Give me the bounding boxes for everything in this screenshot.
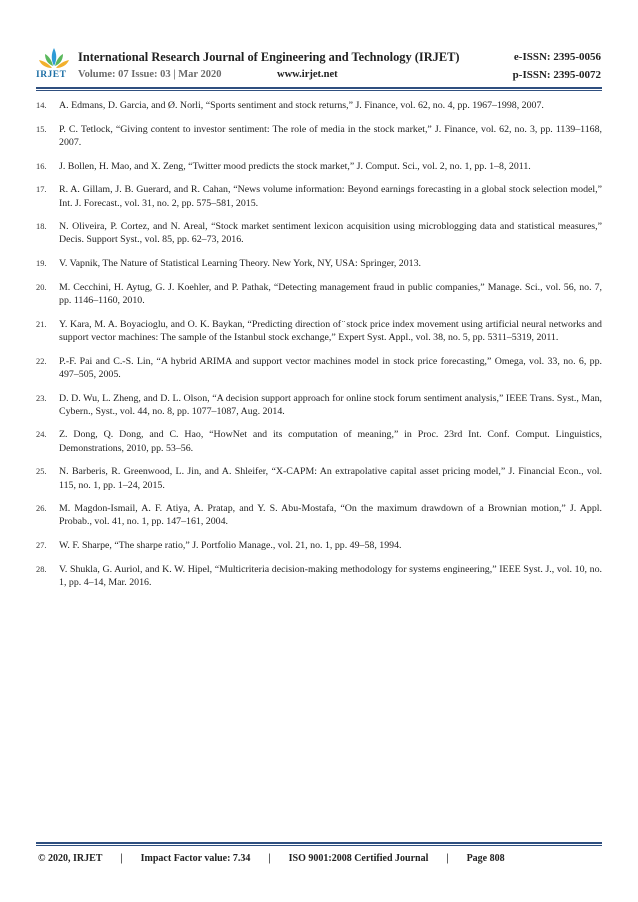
reference-item (36, 428, 602, 454)
reference-item (36, 502, 602, 528)
reference-item (36, 318, 602, 344)
reference-number: 25. (36, 467, 47, 477)
reference-item (36, 563, 602, 589)
page-header (0, 0, 638, 96)
reference-number: 26. (36, 504, 47, 514)
e-issn: e-ISSN: 2395-0056 (513, 51, 601, 63)
reference-list (36, 99, 602, 600)
reference-number: 27. (36, 541, 47, 551)
page-number: Page 808 (466, 853, 505, 864)
header-rule (36, 87, 602, 89)
journal-title: International Research Journal of Engineering and Technology (IRJET) (78, 50, 460, 64)
reference-number: 15. (36, 124, 47, 134)
reference-number: 16. (36, 161, 47, 171)
website-link[interactable]: www.irjet.net (277, 69, 338, 80)
volume-issue: Volume: 07 Issue: 03 | Mar 2020 (78, 69, 222, 80)
reference-number: 21. (36, 319, 47, 329)
reference-text: P.-F. Pai and C.-S. Lin, “A hybrid ARIMA and support vector machines model in stock price forecasting,” Omega, vol. 33, no. 6, pp. 497–505, 2005. (59, 355, 602, 380)
reference-text: D. D. Wu, L. Zheng, and D. L. Olson, “A decision support approach for online stock forum sentiment analysis,” IEEE Trans. Syst., Man, Cybern., Syst., vol. 44, no. 8, pp. 1077–1087, Aug. 2014. (59, 392, 602, 417)
reference-number: 18. (36, 222, 47, 232)
impact-factor: Impact Factor value: 7.34 (140, 853, 251, 864)
header-rule-thin (36, 90, 602, 91)
p-issn: p-ISSN: 2395-0072 (512, 69, 601, 81)
reference-item (36, 465, 602, 491)
reference-text: W. F. Sharpe, “The sharpe ratio,” J. Portfolio Manage., vol. 21, no. 1, pp. 49–58, 1994. (59, 540, 402, 552)
reference-text: Y. Kara, M. A. Boyacioglu, and O. K. Baykan, “Predicting direction of ̈ stock price index movement using artificial neural networks and support vector machines: The sample of the Istanbul stock exchange,” Expert Syst. Appl., vol. 38, no. 5, pp. 5311–5319, 2011. (59, 318, 602, 343)
reference-text: P. C. Tetlock, “Giving content to investor sentiment: The role of media in the stock market,” J. Finance, vol. 62, no. 3, pp. 1139–1168, 2007. (59, 123, 602, 148)
footer-rule (36, 842, 602, 844)
reference-item (36, 123, 602, 149)
reference-number: 17. (36, 185, 47, 195)
page-footer (38, 853, 602, 864)
reference-text: N. Barberis, R. Greenwood, L. Jin, and A. Shleifer, “X-CAPM: An extrapolative capital asset pricing model,” J. Financial Econ., vol. 115, no. 1, pp. 1–24, 2015. (59, 466, 602, 491)
reference-text: Z. Dong, Q. Dong, and C. Hao, “HowNet and its computation of meaning,” in Proc. 23rd Int. Conf. Comput. Linguistics, Demonstrations, 2010, pp. 53–56. (59, 429, 602, 454)
reference-number: 22. (36, 356, 47, 366)
reference-number: 24. (36, 430, 47, 440)
reference-text: R. A. Gillam, J. B. Guerard, and R. Cahan, “News volume information: Beyond earnings forecasting in a global stock selection model,” Int. J. Forecast., vol. 31, no. 2, pp. 575–581, 2015. (59, 184, 602, 209)
footer-separator: | (120, 853, 123, 864)
reference-item (36, 257, 602, 270)
reference-text: A. Edmans, D. Garcia, and Ø. Norli, “Sports sentiment and stock returns,” J. Finance, vol. 62, no. 4, pp. 1967–1998, 2007. (59, 100, 544, 111)
reference-number: 14. (36, 101, 47, 110)
reference-text: N. Oliveira, P. Cortez, and N. Areal, “Stock market sentiment lexicon acquisition using microblogging data and statistical measures,” Decis. Support Syst., vol. 85, pp. 62–73, 2016. (59, 221, 602, 246)
iso-certification: ISO 9001:2008 Certified Journal (288, 853, 429, 864)
footer-separator: | (446, 853, 449, 864)
reference-number: 28. (36, 564, 47, 574)
reference-item (36, 183, 602, 209)
footer-separator: | (268, 853, 271, 864)
reference-text: V. Vapnik, The Nature of Statistical Learning Theory. New York, NY, USA: Springer, 2013. (59, 258, 422, 270)
reference-number: 19. (36, 259, 47, 269)
reference-text: M. Magdon-Ismail, A. F. Atiya, A. Pratap, and Y. S. Abu-Mostafa, “On the maximum drawdown of a Brownian motion,” J. Appl. Probab., vol. 41, no. 1, pp. 147–161, 2004. (59, 503, 602, 528)
reference-item (36, 281, 602, 307)
reference-item (36, 160, 602, 173)
footer-rule-thin (36, 845, 602, 846)
copyright-text: © 2020, IRJET (38, 853, 103, 864)
reference-item (36, 355, 602, 381)
reference-item (36, 539, 602, 552)
reference-text: J. Bollen, H. Mao, and X. Zeng, “Twitter mood predicts the stock market,” J. Comput. Sci., vol. 2, no. 1, pp. 1–8, 2011. (59, 160, 531, 172)
reference-item (36, 392, 602, 418)
reference-text: V. Shukla, G. Auriol, and K. W. Hipel, “Multicriteria decision-making methodology for systems engineering,” IEEE Syst. J., vol. 10, no. 1, pp. 4–14, Mar. 2016. (59, 563, 602, 589)
logo-text: IRJET (36, 70, 67, 80)
reference-text: M. Cecchini, H. Aytug, G. J. Koehler, and P. Pathak, “Detecting management fraud in public companies,” Manage. Sci., vol. 56, no. 7, pp. 1146–1160, 2010. (59, 281, 602, 307)
reference-number: 23. (36, 393, 47, 403)
reference-item (36, 220, 602, 246)
reference-item (36, 99, 602, 112)
reference-number: 20. (36, 282, 47, 292)
